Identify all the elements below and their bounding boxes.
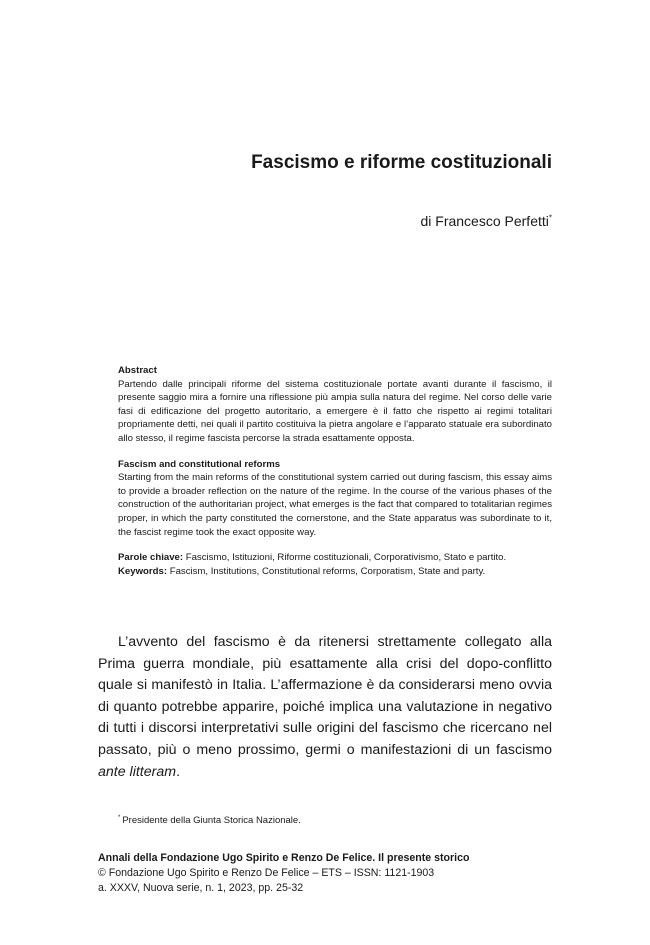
keywords-text-english: Fascism, Institutions, Constitutional reforms, Corporatism, State and party. bbox=[169, 565, 486, 577]
journal-title: Annali della Fondazione Ugo Spirito e Renzo De Felice. Il presente storico bbox=[98, 852, 470, 864]
abstract-text-english: Starting from the main reforms of the constitutional system carried out during fascism, this essay aims to provide a broader reflection on the nature of the regime. In the course of the various phases of the construction of the authoritarian project, what emerges is the fact that compared to totalitarian regimes proper, in which the party constituted the cornerstone, and the State apparatus was subordinate to it, the fascist regime took the exact opposite way. bbox=[118, 472, 552, 538]
footnote bbox=[118, 815, 301, 826]
article-title: Fascismo e riforme costituzionali bbox=[251, 152, 552, 173]
abstract-english bbox=[118, 458, 552, 540]
keywords-block bbox=[118, 551, 552, 578]
keywords-english bbox=[118, 565, 552, 579]
author-footnote-mark: * bbox=[548, 213, 552, 223]
abstract-heading-english: Fascism and constitutional reforms bbox=[118, 458, 281, 470]
article-author bbox=[420, 213, 552, 229]
keywords-italian bbox=[118, 551, 552, 565]
body-italic-term: ante litteram bbox=[98, 763, 177, 780]
footnote-mark: * bbox=[118, 815, 121, 821]
journal-issue: a. XXXV, Nuova serie, n. 1, 2023, pp. 25-32 bbox=[98, 882, 304, 894]
abstract-italian bbox=[118, 364, 552, 446]
journal-info bbox=[98, 851, 558, 896]
author-name: di Francesco Perfetti bbox=[420, 213, 549, 229]
journal-copyright: © Fondazione Ugo Spirito e Renzo De Felice – ETS – ISSN: 1121-1903 bbox=[98, 867, 435, 879]
keywords-label-english: Keywords: bbox=[118, 565, 168, 577]
body-paragraph bbox=[98, 632, 552, 783]
body-text-end: . bbox=[176, 763, 181, 780]
body-text: L’avvento del fascismo è da ritenersi strettamente collegato alla Prima guerra mondiale, più esattamente alla crisi del dopo-conflitto quale si manifestò in Italia. L’affermazione è da considerarsi meno ovvia di quanto potrebbe apparire, poiché implica una valutazione in negativo di tutti i discorsi interpretativi sulle origini del fascismo che ricercano nel passato, più o meno prossimo, germi o manifestazioni di un fascismo bbox=[98, 634, 552, 758]
keywords-label-italian: Parole chiave: bbox=[118, 552, 184, 564]
abstract-text-italian: Partendo dalle principali riforme del sistema costituzionale portate avanti durante il fascismo, il presente saggio mira a fornire una riflessione più ampia sulla natura del regime. Nel corso delle varie fasi di edificazione del progetto autoritario, a emergere è il fatto che rispetto ai regimi totalitari propriamente detti, nei quali il partito costituiva la pietra angolare e l’apparato statuale era subordinato allo stesso, il regime fascista percorse la strada esattamente opposta. bbox=[118, 378, 552, 444]
abstract-heading: Abstract bbox=[118, 365, 157, 376]
footnote-text: Presidente della Giunta Storica Nazionale. bbox=[122, 815, 301, 827]
abstracts-section bbox=[118, 364, 552, 578]
keywords-text-italian: Fascismo, Istituzioni, Riforme costituzionali, Corporativismo, Stato e partito. bbox=[185, 552, 507, 564]
